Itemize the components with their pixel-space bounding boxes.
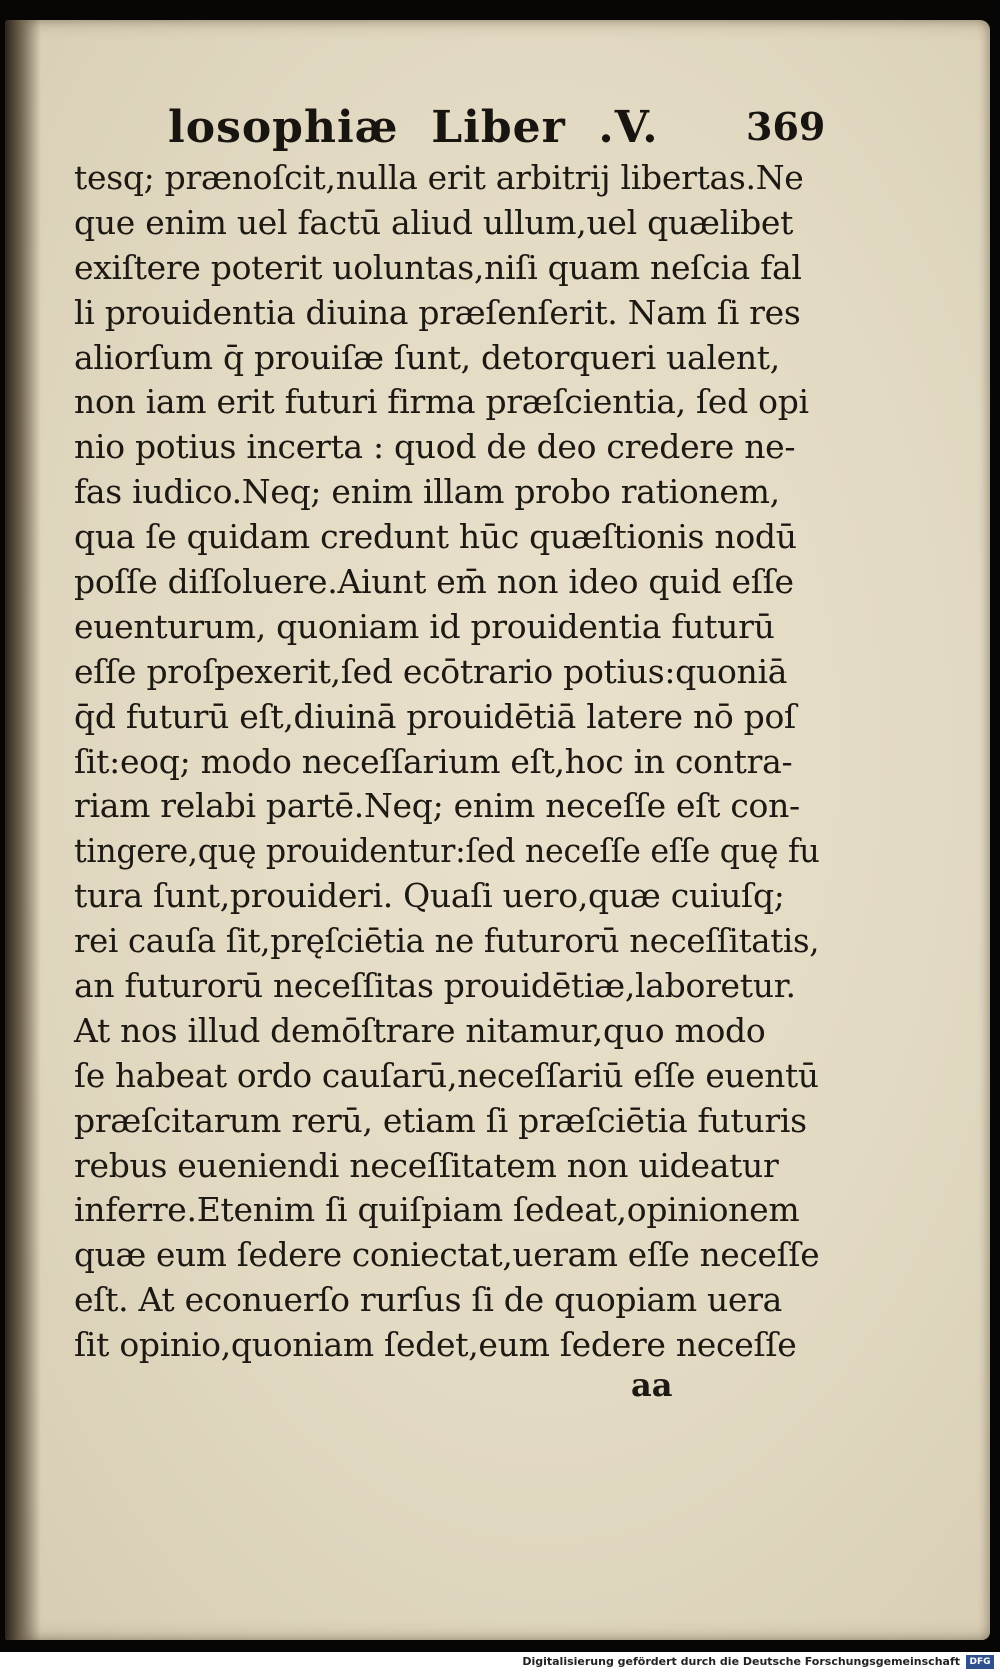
page-gutter-shadow [5,20,41,1640]
text-line: euenturum, quoniam id prouidentia futurū [74,606,775,646]
text-line: ſit opinio,quoniam ſedet,eum ſedere neceſſe [74,1325,797,1365]
text-line: At nos illud demōſtrare nitamur,quo modo [74,1010,766,1050]
text-line: an futurorū neceſſitas prouidētiæ,laboretur. [74,966,796,1006]
digitization-footer [0,1652,1000,1673]
text-line: tesq; prænoſcit,nulla erit arbitrij libertas.Ne [74,158,804,197]
text-line: li prouidentia diuina præſenſerit. Nam ſi res [74,292,801,332]
text-line: que enim uel factū aliud ullum,uel quælibet [74,202,794,242]
text-line: eſt. At econuerſo rurſus ſi de quopiam uera [74,1280,783,1320]
dfg-logo: DFG [966,1655,994,1669]
text-line: fas iudico.Neq; enim illam probo rationem, [74,472,780,512]
text-line: rebus eueniendi neceſſitatem non uideatur [74,1145,779,1185]
footer-credit: Digitalisierung gefördert durch die Deutsche Forschungsgemeinschaft [522,1655,960,1668]
text-line: præſcitarum rerū, etiam ſi præſciētia futuris [74,1100,807,1140]
text-line: ſit:eoq; modo neceſſarium eſt,hoc in contra- [74,741,793,781]
text-line: nio potius incerta : quod de deo credere ne- [74,427,796,467]
text-line: qua ſe quidam credunt hūc quæſtionis nodū [74,517,797,557]
text-line: non iam erit futuri firma præſcientia, ſed opi [74,382,809,422]
signature-mark: aa [631,1366,673,1404]
page-number: 369 [746,104,826,149]
text-line: q̄d futurū eſt,diuinā prouidētiā latere nō poſ [74,696,796,736]
text-line: eſſe proſpexerit,ſed ecōtrario potius:quoniā [74,651,788,691]
running-head: losophiæ Liber .V. [168,102,659,153]
text-line: aliorſum q̄ prouiſæ ſunt, detorqueri ualent, [74,337,780,377]
body-text [74,156,819,1368]
text-line: tura ſunt,prouideri. Quaſi uero,quæ cuiuſq; [74,876,785,916]
text-line: poſſe diſſoluere.Aiunt em̄ non ideo quid eſſe [74,562,794,602]
text-line: exiſtere poterit uoluntas,niſi quam neſcia fal [74,247,802,287]
text-line: ſe habeat ordo cauſarū,neceſſariū eſſe euentū [74,1055,819,1095]
text-line: quæ eum ſedere coniectat,ueram eſſe neceſſe [74,1235,820,1275]
text-line: inferre.Etenim ſi quiſpiam ſedeat,opinionem [74,1190,800,1230]
text-line: riam relabi partē.Neq; enim neceſſe eſt con- [74,786,800,826]
page-header [0,92,1000,162]
text-line: tingere,quę prouidentur:ſed neceſſe eſſe quę fu [74,831,820,871]
text-line: rei cauſa ſit,pręſciētia ne futurorū neceſſitatis, [74,921,820,961]
